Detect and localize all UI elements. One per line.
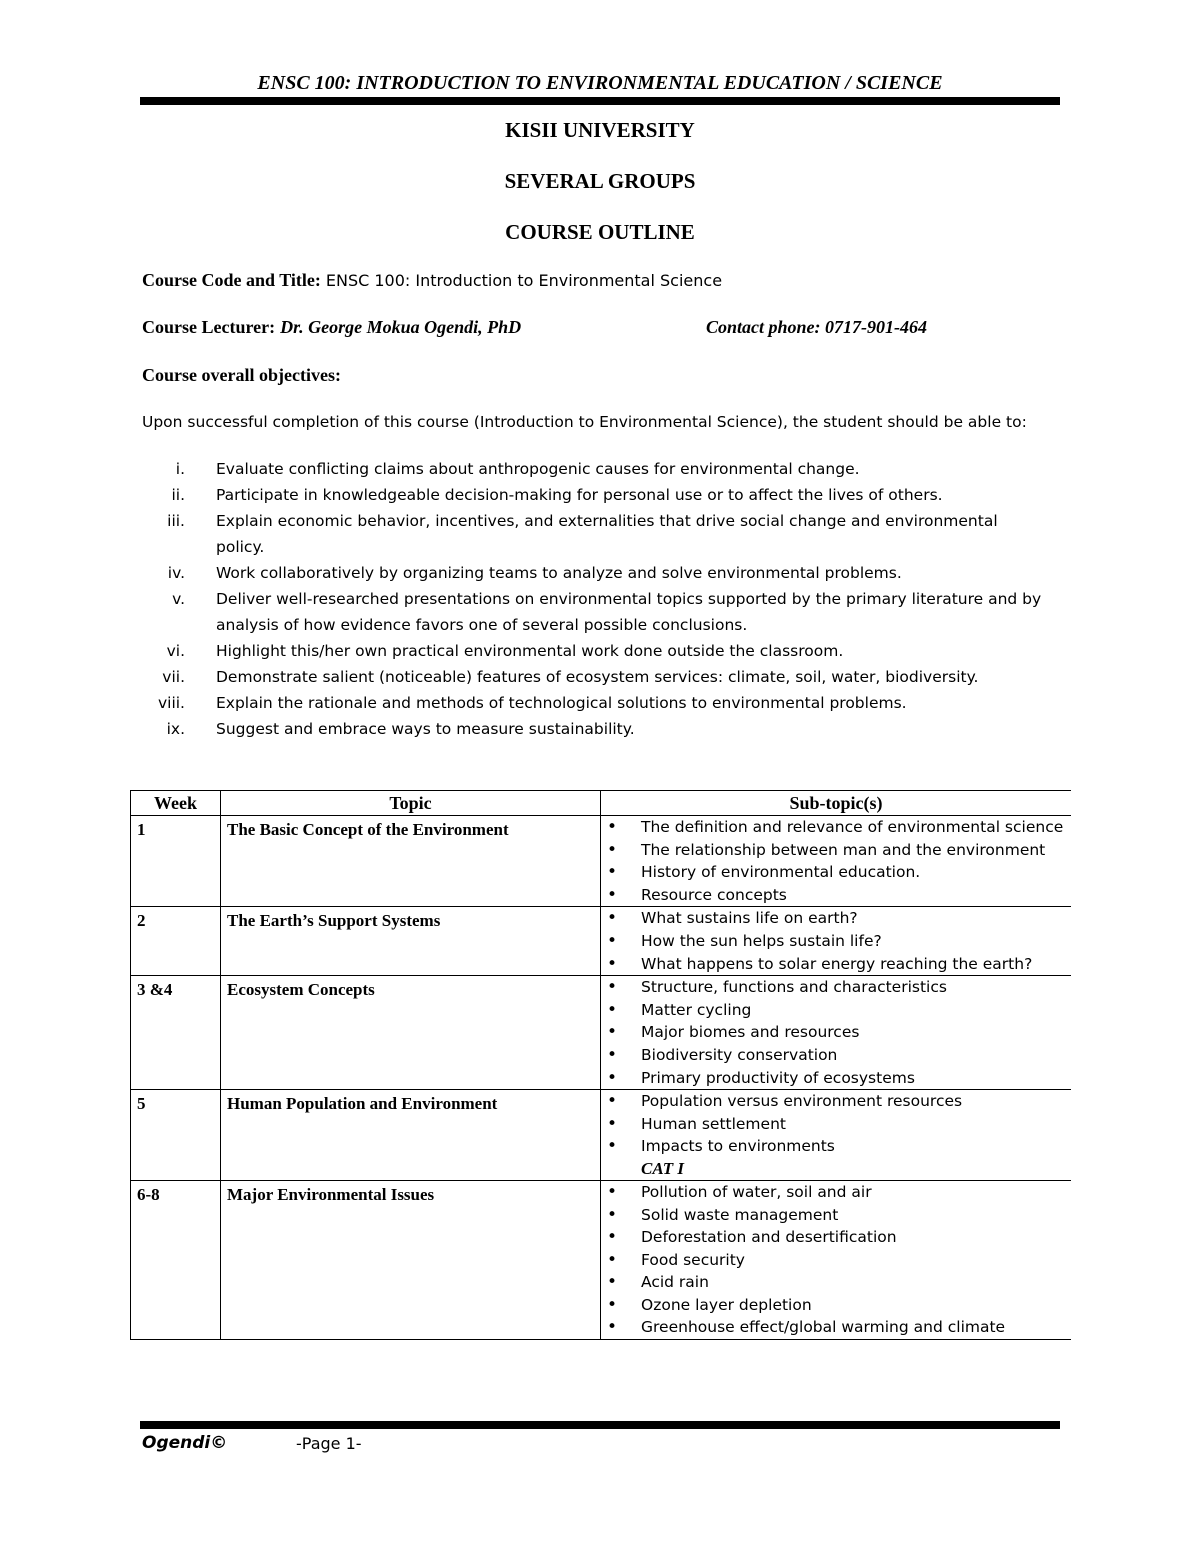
objectives-intro: Upon successful completion of this course (Introduction to Environmental Science), the student should be able to:: [142, 413, 1027, 431]
objective-item: [140, 716, 1060, 742]
week-cell: 6-8: [131, 1180, 221, 1339]
footer-author: Ogendi©: [142, 1433, 228, 1453]
subtopic-item: • Food security: [601, 1249, 1065, 1272]
objective-item: [140, 508, 1060, 560]
objective-number: vii.: [162, 668, 185, 686]
course-code-label: Course Code and Title:: [142, 270, 321, 290]
course-lecturer-label: Course Lecturer:: [142, 317, 276, 337]
subtopic-item: • The definition and relevance of environmental science: [601, 816, 1065, 839]
subtopics-cell: [601, 976, 1072, 1090]
table-row: [131, 1180, 1072, 1339]
subtopics-cell: [601, 816, 1072, 907]
week-cell: 5: [131, 1090, 221, 1181]
table-header-row: [131, 791, 1072, 816]
objective-item: [140, 690, 1060, 716]
groups-title: SEVERAL GROUPS: [504, 169, 696, 193]
subtopic-item: • Ozone layer depletion: [601, 1294, 1065, 1317]
objective-number: vi.: [166, 642, 185, 660]
objective-number: i.: [175, 460, 185, 478]
objective-item: [140, 560, 1060, 586]
objective-number: iv.: [167, 564, 185, 582]
course-lecturer-field: [142, 317, 521, 338]
week-cell: 2: [131, 907, 221, 976]
objective-text: Deliver well-researched presentations on environmental topics supported by the primary literature and by analysis of how evidence favors one of several possible conclusions.: [216, 590, 1042, 634]
objective-text: Highlight this/her own practical environmental work done outside the classroom.: [216, 642, 844, 660]
objectives-heading: Course overall objectives:: [142, 365, 341, 385]
objective-number: viii.: [157, 694, 185, 712]
topic-cell: Human Population and Environment: [221, 1090, 601, 1181]
objective-text: Participate in knowledgeable decision-making for personal use or to affect the lives of others.: [216, 486, 943, 504]
topic-cell: The Earth’s Support Systems: [221, 907, 601, 976]
running-header: ENSC 100: INTRODUCTION TO ENVIRONMENTAL EDUCATION / SCIENCE: [257, 72, 943, 94]
subtopic-list: [601, 907, 1065, 975]
week-cell: 1: [131, 816, 221, 907]
subtopic-item: • The relationship between man and the environment: [601, 839, 1065, 862]
subtopic-item: • Major biomes and resources: [601, 1021, 1065, 1044]
outline-title: COURSE OUTLINE: [505, 220, 695, 244]
objective-item: [140, 638, 1060, 664]
subtopics-header: Sub-topic(s): [601, 791, 1072, 816]
subtopic-item: • Primary productivity of ecosystems: [601, 1067, 1065, 1090]
objective-text: Explain economic behavior, incentives, and externalities that drive social change and environmental policy.: [216, 512, 998, 556]
subtopics-cell: [601, 1090, 1072, 1181]
schedule-table-container: [130, 790, 1071, 1410]
subtopic-item: • How the sun helps sustain life?: [601, 930, 1065, 953]
objective-text: Suggest and embrace ways to measure sustainability.: [216, 720, 635, 738]
objective-text: Demonstrate salient (noticeable) features of ecosystem services: climate, soil, water, biodiversity.: [216, 668, 979, 686]
objective-text: Evaluate conflicting claims about anthropogenic causes for environmental change.: [216, 460, 860, 478]
objective-text: Work collaboratively by organizing teams to analyze and solve environmental problems.: [216, 564, 902, 582]
week-header: Week: [131, 791, 221, 816]
cat-note: CAT I: [641, 1158, 684, 1178]
subtopic-item: • Human settlement: [601, 1113, 1065, 1136]
subtopic-list: [601, 816, 1065, 906]
subtopic-item: • Solid waste management: [601, 1204, 1065, 1227]
subtopic-item: • Acid rain: [601, 1271, 1065, 1294]
subtopic-item: • Resource concepts: [601, 884, 1065, 907]
subtopic-item: • Matter cycling: [601, 999, 1065, 1022]
contact-phone: Contact phone: 0717-901-464: [706, 317, 928, 337]
schedule-table: [130, 790, 1071, 1340]
subtopic-item: • History of environmental education.: [601, 861, 1065, 884]
subtopic-list: [601, 1090, 1065, 1158]
topic-header: Topic: [221, 791, 601, 816]
subtopic-item: • Structure, functions and characteristics: [601, 976, 1065, 999]
subtopics-cell: [601, 907, 1072, 976]
subtopic-item: • Biodiversity conservation: [601, 1044, 1065, 1067]
objective-number: ii.: [171, 486, 185, 504]
course-code-field: [142, 270, 722, 291]
subtopics-cell: [601, 1180, 1072, 1339]
university-title: KISII UNIVERSITY: [505, 118, 695, 142]
objective-item: [140, 456, 1060, 482]
week-cell: 3 &4: [131, 976, 221, 1090]
objectives-list: [140, 456, 1060, 742]
header-rule: [140, 97, 1060, 105]
subtopic-list: [601, 976, 1065, 1089]
subtopic-item: • Deforestation and desertification: [601, 1226, 1065, 1249]
objective-item: [140, 482, 1060, 508]
subtopic-list: [601, 1181, 1065, 1339]
footer-page-number: -Page 1-: [296, 1434, 362, 1453]
subtopic-item: • Impacts to environments: [601, 1135, 1065, 1158]
subtopic-item: • Greenhouse effect/global warming and climate: [601, 1316, 1065, 1339]
subtopic-item: • Population versus environment resources: [601, 1090, 1065, 1113]
subtopic-item: • What sustains life on earth?: [601, 907, 1065, 930]
objective-item: [140, 586, 1060, 638]
table-row: [131, 976, 1072, 1090]
course-lecturer-value: Dr. George Mokua Ogendi, PhD: [280, 317, 522, 337]
subtopic-item: • What happens to solar energy reaching the earth?: [601, 953, 1065, 976]
objective-number: iii.: [167, 512, 185, 530]
footer-rule: [140, 1421, 1060, 1429]
table-row: [131, 907, 1072, 976]
table-row: [131, 1090, 1072, 1181]
course-code-value: ENSC 100: Introduction to Environmental Science: [325, 271, 723, 290]
topic-cell: The Basic Concept of the Environment: [221, 816, 601, 907]
objective-number: v.: [172, 590, 185, 608]
topic-cell: Ecosystem Concepts: [221, 976, 601, 1090]
topic-cell: Major Environmental Issues: [221, 1180, 601, 1339]
objective-number: ix.: [166, 720, 185, 738]
subtopic-item: • Pollution of water, soil and air: [601, 1181, 1065, 1204]
objective-item: [140, 664, 1060, 690]
table-row: [131, 816, 1072, 907]
objective-text: Explain the rationale and methods of technological solutions to environmental problems.: [216, 694, 907, 712]
